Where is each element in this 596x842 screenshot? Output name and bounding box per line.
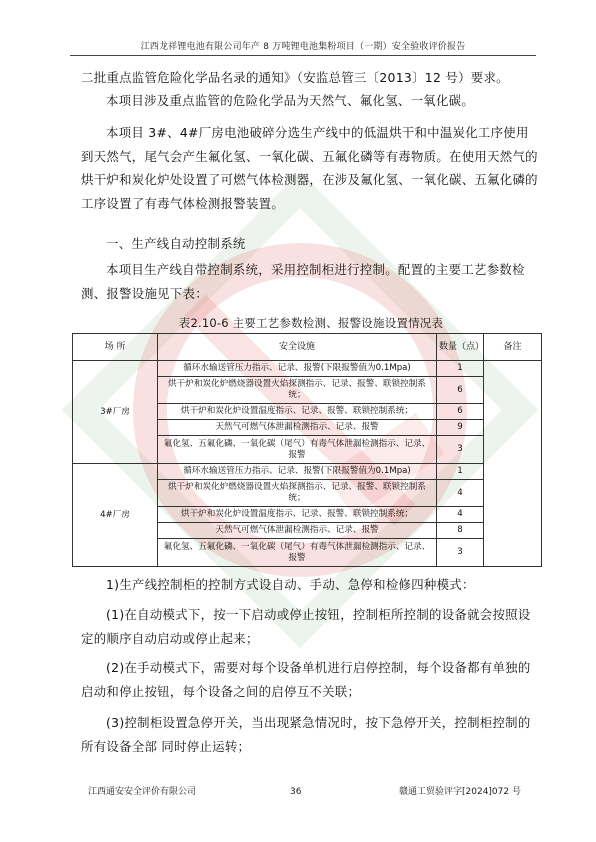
- qty-cell: 1: [437, 361, 484, 377]
- paragraph-control-intro: 本项目生产线自带控制系统，采用控制柜进行控制。配置的主要工艺参数检测、报警设施见下表：: [81, 262, 525, 301]
- qty-cell: 3: [437, 436, 484, 464]
- facility-cell: 循环水输送管压力指示、记录、报警(下限报警值为0.1Mpa): [158, 464, 437, 480]
- header-remark: 备注: [484, 334, 542, 361]
- paragraph-auto-mode: (1)在自动模式下，按一下启动或停止按钮，控制柜所控制的设备就会按照设定的顺序自动启动或停止起来；: [81, 607, 531, 646]
- section-heading: 一、生产线自动控制系统: [106, 236, 246, 251]
- table-row: [73, 464, 542, 480]
- qty-cell: 4: [437, 480, 484, 507]
- qty-cell: 8: [437, 523, 484, 539]
- facility-cell: 氟化氢、五氟化磷、一氧化碳（尾气）有毒气体泄漏检测指示、记录、报警: [158, 539, 437, 567]
- facility-cell: 烘干炉和炭化炉设置温度指示、记录、报警、联锁控制系统；: [158, 404, 437, 420]
- facility-cell: 烘干炉和炭化炉燃烧器设置火焰探测指示、记录、报警、联锁控制系统；: [158, 377, 437, 404]
- place-cell: 4#厂房: [73, 464, 158, 567]
- table-row: [73, 361, 542, 377]
- qty-cell: 4: [437, 507, 484, 523]
- facility-cell: 循环水输送管压力指示、记录、报警(下限报警值为0.1Mpa): [158, 361, 437, 377]
- facilities-table: [72, 333, 542, 567]
- header-place: 场 所: [73, 334, 158, 361]
- paragraph-hazard-list: 本项目涉及重点监管的危险化学品为天然气、氟化氢、一氧化碳。: [106, 93, 475, 108]
- qty-cell: 1: [437, 464, 484, 480]
- paragraph-control-modes: 1)生产线控制柜的控制方式设自动、手动、急停和检修四种模式：: [106, 577, 475, 592]
- qty-cell: 6: [437, 377, 484, 404]
- remark-cell: [484, 361, 542, 567]
- page-header: 江西龙祥锂电池有限公司年产 8 万吨锂电池集粉项目（一期）安全验收评价报告: [70, 40, 536, 56]
- paragraph-emergency-stop: (3)控制柜设置急停开关，当出现紧急情况时，按下急停开关，控制柜控制的所有设备全部 同时停止运转；: [81, 715, 531, 754]
- facility-cell: 烘干炉和炭化炉燃烧器设置火焰探测指示、记录、报警、联锁控制系统；: [158, 480, 437, 507]
- facility-cell: 天然气可燃气体泄漏检测指示、记录、报警: [158, 523, 437, 539]
- qty-cell: 9: [437, 420, 484, 436]
- facility-cell: 氟化氢、五氟化磷、一氧化碳（尾气）有毒气体泄漏检测指示、记录、报警: [158, 436, 437, 464]
- place-cell: 3#厂房: [73, 361, 158, 464]
- header-qty: 数量（点）: [437, 334, 484, 361]
- table-caption: 表2.10-6 主要工艺参数检测、报警设施设置情况表: [178, 316, 444, 330]
- qty-cell: 3: [437, 539, 484, 567]
- footer-doc-code: 赣通工贸验评字[2024]072 号: [399, 787, 521, 797]
- facility-cell: 烘干炉和炭化炉设置温度指示、记录、报警、联锁控制系统；: [158, 507, 437, 523]
- footer-company: 江西通安安全评价有限公司: [88, 787, 197, 797]
- header-facility: 安全设施: [158, 334, 437, 361]
- paragraph-manual-mode: (2)在手动模式下，需要对每个设备单机进行启停控制，每个设备都有单独的启动和停止按钮，每个设备之间的启停互不关联；: [81, 660, 531, 699]
- facility-cell: 天然气可燃气体泄漏检测指示、记录、报警: [158, 420, 437, 436]
- page-number: 36: [290, 787, 302, 797]
- qty-cell: 6: [437, 404, 484, 420]
- paragraph-detection-setup: 本项目 3#、4#厂房电池破碎分选生产线中的低温烘干和中温炭化工序使用到天然气，尾气会产生氟化氢、一氧化碳、五氟化磷等有毒物质。在使用天然气的烘干炉和炭化炉处设置了可燃气体检测器，在涉及氟化氢、一氧化碳、五氟化磷的工序设置了有毒气体检测报警装置。: [81, 125, 538, 211]
- paragraph-notice-ref: 二批重点监管危险化学品名录的通知》（安监总管三〔2013〕12 号）要求。: [81, 70, 509, 85]
